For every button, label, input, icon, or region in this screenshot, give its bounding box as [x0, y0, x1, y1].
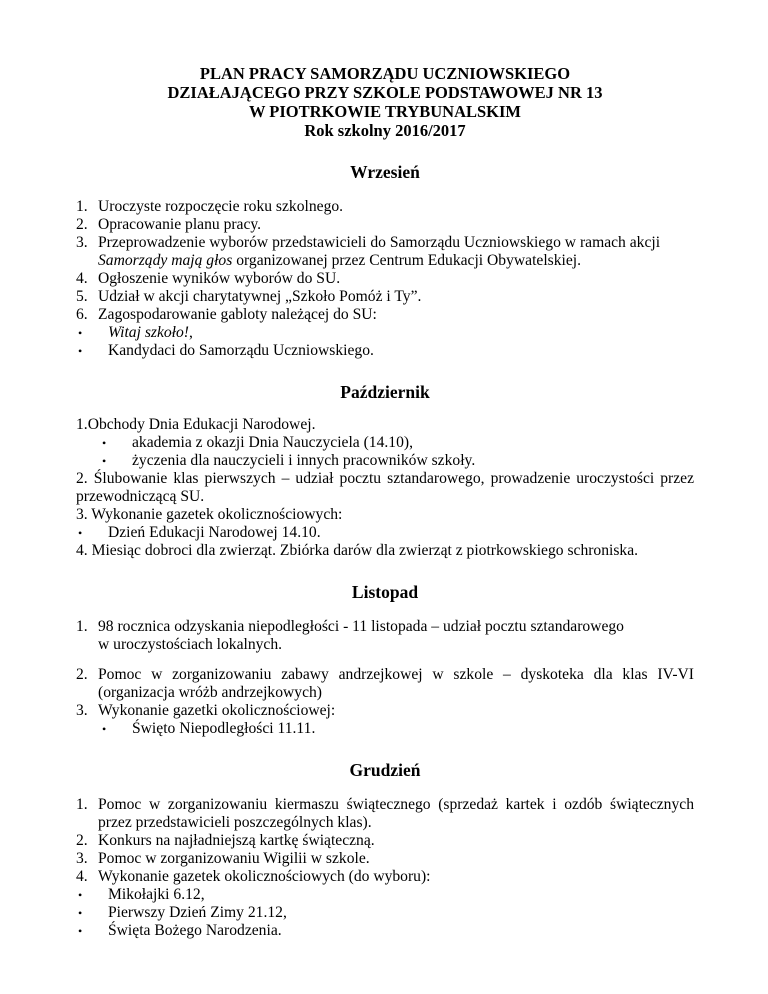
bullet-item: • Mikołajki 6.12,: [78, 886, 205, 903]
section-title-wrzesien: Wrzesień: [350, 162, 420, 182]
bullet-item: • Kandydaci do Samorządu Uczniowskiego.: [78, 342, 374, 359]
bullet-icon: •: [102, 454, 107, 468]
wrzesien-list: [76, 198, 694, 324]
bullet-item: • Witaj szkoło!,: [78, 324, 193, 341]
bullet-icon: •: [78, 888, 83, 902]
list-item: 4. Wykonanie gazetek okolicznościowych (do wyboru):: [76, 868, 431, 885]
list-item: 1. Uroczyste rozpoczęcie roku szkolnego.: [76, 198, 344, 215]
bullet-item: • Święta Bożego Narodzenia.: [78, 922, 282, 939]
listopad-list: [76, 618, 694, 720]
bullet-item: • życzenia dla nauczycieli i innych pracowników szkoły.: [102, 452, 476, 469]
bullet-icon: •: [102, 722, 107, 736]
title-line-3: W PIOTRKOWIE TRYBUNALSKIM: [248, 102, 522, 121]
grudzien-bullets: [76, 886, 694, 940]
campaign-name: Samorządy mają głos: [98, 252, 233, 269]
list-item: 1. 98 rocznica odzyskania niepodległości - 11 listopada – udział pocztu sztandarowego w uroczystościach lokalnych.: [76, 618, 624, 653]
bullet-icon: •: [78, 924, 83, 938]
wrzesien-bullets: [76, 324, 694, 360]
list-item: 6. Zagospodarowanie gabloty należącej do SU:: [76, 306, 377, 323]
section-title-listopad: Listopad: [351, 582, 419, 602]
document-title: [76, 64, 694, 140]
list-item: 4. Ogłoszenie wyników wyborów do SU.: [76, 270, 341, 287]
section-title-pazdziernik: Październik: [340, 382, 430, 402]
title-line-1: PLAN PRACY SAMORZĄDU UCZNIOWSKIEGO: [199, 64, 571, 83]
bullet-item: • akademia z okazji Dnia Nauczyciela (14.10),: [102, 434, 413, 451]
list-item: 2. Pomoc w zorganizowaniu zabawy andrzejkowej w szkole – dyskoteka dla klas IV-VI (organizacja wróżb andrzejkowych): [76, 666, 694, 701]
document-page: [76, 64, 694, 940]
list-item: 2. Opracowanie planu pracy.: [76, 216, 262, 233]
listopad-bullets: [76, 720, 694, 738]
pazdziernik-bullets-1: [76, 434, 694, 470]
bullet-icon: •: [102, 436, 107, 450]
bullet-item: • Dzień Edukacji Narodowej 14.10.: [78, 524, 321, 541]
title-line-2: DZIAŁAJĄCEGO PRZY SZKOLE PODSTAWOWEJ NR 13: [167, 83, 603, 102]
pazdziernik-item-2: 2. Ślubowanie klas pierwszych – udział pocztu sztandarowego, prowadzenie uroczystości przez przewodniczącą SU.: [76, 470, 694, 505]
school-year: Rok szkolny 2016/2017: [304, 121, 466, 140]
pazdziernik-item-3: 3. Wykonanie gazetek okolicznościowych:: [76, 506, 343, 523]
bullet-icon: •: [78, 344, 83, 358]
list-item: 3. Wykonanie gazetki okolicznościowej:: [76, 702, 336, 719]
list-item: 3. Przeprowadzenie wyborów przedstawicieli do Samorządu Uczniowskiego w ramach akcji Samorządy mają głos organizowanej przez Centrum Edukacji Obywatelskiej.: [76, 234, 661, 269]
bullet-icon: •: [78, 906, 83, 920]
bullet-icon: •: [78, 326, 83, 340]
bullet-icon: •: [78, 526, 83, 540]
pazdziernik-item-1: 1.Obchody Dnia Edukacji Narodowej.: [76, 416, 316, 433]
bullet-item: • Święto Niepodległości 11.11.: [102, 720, 316, 737]
pazdziernik-item-4: 4. Miesiąc dobroci dla zwierząt. Zbiórka darów dla zwierząt z piotrkowskiego schroniska.: [76, 542, 639, 559]
list-item: 5. Udział w akcji charytatywnej „Szkoło Pomóż i Ty”.: [76, 288, 422, 305]
grudzien-list: [76, 796, 694, 886]
list-item: 1. Pomoc w zorganizowaniu kiermaszu świątecznego (sprzedaż kartek i ozdób świątecznych przez przedstawicieli poszczególnych klas).: [76, 796, 694, 831]
list-item: 2. Konkurs na najładniejszą kartkę świąteczną.: [76, 832, 375, 849]
section-title-grudzien: Grudzień: [349, 760, 421, 780]
list-item: 3. Pomoc w zorganizowaniu Wigilii w szkole.: [76, 850, 370, 867]
bullet-item: • Pierwszy Dzień Zimy 21.12,: [78, 904, 287, 921]
pazdziernik-bullets-3: [76, 524, 694, 542]
